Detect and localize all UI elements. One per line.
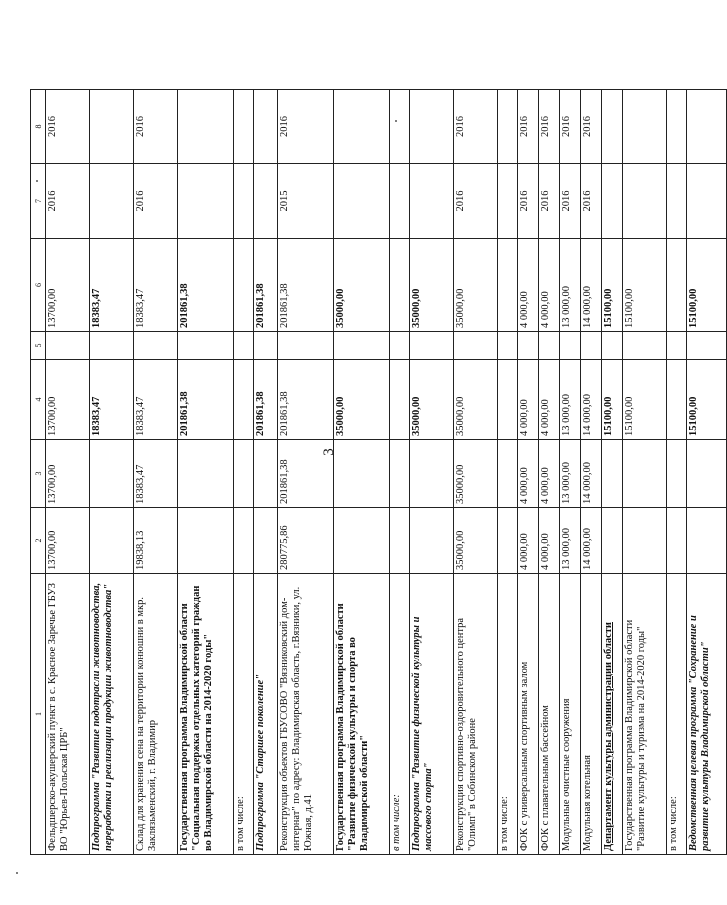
cell-c4: 13700,00 bbox=[46, 360, 90, 440]
cell-c4 bbox=[234, 360, 254, 440]
cell-c6: 201861,38 bbox=[278, 239, 334, 332]
table-row bbox=[581, 90, 602, 855]
row-name-cell: Ведомственная целевая программа "Сохранение и развитие культуры Владимирской области" bbox=[687, 574, 727, 855]
cell-c7: 2016 bbox=[134, 164, 178, 239]
cell-c8 bbox=[90, 90, 134, 164]
table-row bbox=[623, 90, 667, 855]
row-name-cell: в том числе: bbox=[667, 574, 687, 855]
cell-c7 bbox=[254, 164, 278, 239]
cell-c2: 35000,00 bbox=[454, 508, 498, 574]
cell-c6: 18383,47 bbox=[90, 239, 134, 332]
cell-c5 bbox=[278, 332, 334, 360]
cell-c5 bbox=[518, 332, 539, 360]
cell-c2 bbox=[234, 508, 254, 574]
cell-c3 bbox=[687, 440, 727, 508]
cell-c5 bbox=[390, 332, 410, 360]
cell-c5 bbox=[454, 332, 498, 360]
cell-c4: 15100,00 bbox=[687, 360, 727, 440]
scan-speck bbox=[16, 872, 18, 874]
table-row bbox=[254, 90, 278, 855]
table-row bbox=[178, 90, 234, 855]
cell-c3: 4 000,00 bbox=[518, 440, 539, 508]
row-name-cell: Реконструкция объектов ГБУСОВО "Вязниковский дом-интернат" по адресу: Владимирская область, г.Вязники, ул. Южная, д.41 bbox=[278, 574, 334, 855]
cell-c8: 2016 bbox=[134, 90, 178, 164]
row-name-cell: Подпрограмма "Развитие физической культуры и массового спорта" bbox=[410, 574, 454, 855]
header-col-4: 4 bbox=[31, 360, 46, 440]
cell-c8: 2016 bbox=[454, 90, 498, 164]
cell-c5 bbox=[539, 332, 560, 360]
row-name-cell: Государственная программа Владимирской области "Развитие культуры и туризма на 2014-2020 годы" bbox=[623, 574, 667, 855]
cell-c8 bbox=[410, 90, 454, 164]
header-col-7: 7 bbox=[31, 164, 46, 239]
cell-c3 bbox=[334, 440, 390, 508]
row-name-cell: в том числе: bbox=[234, 574, 254, 855]
cell-c5 bbox=[90, 332, 134, 360]
row-name-cell: Подпрограмма "Старшее поколение" bbox=[254, 574, 278, 855]
table-row bbox=[278, 90, 334, 855]
cell-c3: 18383,47 bbox=[134, 440, 178, 508]
cell-c3: 4 000,00 bbox=[539, 440, 560, 508]
cell-c7: 2016 bbox=[560, 164, 581, 239]
cell-c4: 201861,38 bbox=[278, 360, 334, 440]
header-col-1: 1 bbox=[31, 574, 46, 855]
cell-c8 bbox=[623, 90, 667, 164]
row-name-cell: Государственная программа Владимирской области "Социальная поддержка отдельных категорий граждан во Владимирской области на 2014-2020 годы" bbox=[178, 574, 234, 855]
table-row bbox=[560, 90, 581, 855]
cell-c7: 2015 bbox=[278, 164, 334, 239]
cell-c4: 4 000,00 bbox=[539, 360, 560, 440]
cell-c8: 2016 bbox=[560, 90, 581, 164]
page-number: 3 bbox=[321, 448, 337, 456]
cell-c4: 13 000,00 bbox=[560, 360, 581, 440]
cell-c8 bbox=[254, 90, 278, 164]
cell-c2 bbox=[602, 508, 623, 574]
cell-c8 bbox=[667, 90, 687, 164]
cell-c8 bbox=[390, 90, 410, 164]
header-col-2: 2 bbox=[31, 508, 46, 574]
cell-c2 bbox=[178, 508, 234, 574]
cell-c7 bbox=[667, 164, 687, 239]
header-col-5: 5 bbox=[31, 332, 46, 360]
cell-c2 bbox=[687, 508, 727, 574]
cell-c6: 13700,00 bbox=[46, 239, 90, 332]
cell-c8: 2016 bbox=[278, 90, 334, 164]
cell-c7 bbox=[410, 164, 454, 239]
cell-c5 bbox=[334, 332, 390, 360]
table-row bbox=[46, 90, 90, 855]
cell-c6: 15100,00 bbox=[602, 239, 623, 332]
table-row bbox=[454, 90, 498, 855]
cell-c6: 13 000,00 bbox=[560, 239, 581, 332]
cell-c4: 201861,38 bbox=[178, 360, 234, 440]
cell-c7: 2016 bbox=[454, 164, 498, 239]
row-name-cell: ФОК с универсальным спортивным залом bbox=[518, 574, 539, 855]
cell-c3 bbox=[623, 440, 667, 508]
cell-c3 bbox=[602, 440, 623, 508]
cell-c3: 13 000,00 bbox=[560, 440, 581, 508]
cell-c8: 2016 bbox=[46, 90, 90, 164]
table-row bbox=[518, 90, 539, 855]
cell-c5 bbox=[602, 332, 623, 360]
cell-c5 bbox=[234, 332, 254, 360]
cell-c6: 18383,47 bbox=[134, 239, 178, 332]
row-name-cell: ФОК с плавательным бассейном bbox=[539, 574, 560, 855]
cell-c2 bbox=[623, 508, 667, 574]
cell-c6 bbox=[498, 239, 518, 332]
table-row bbox=[602, 90, 623, 855]
cell-c4: 35000,00 bbox=[454, 360, 498, 440]
cell-c6: 15100,00 bbox=[623, 239, 667, 332]
cell-c8 bbox=[602, 90, 623, 164]
cell-c6 bbox=[667, 239, 687, 332]
cell-c2: 4 000,00 bbox=[539, 508, 560, 574]
row-name-cell: в том числе: bbox=[498, 574, 518, 855]
cell-c3: 35000,00 bbox=[454, 440, 498, 508]
table-row bbox=[498, 90, 518, 855]
cell-c5 bbox=[498, 332, 518, 360]
cell-c8: 2016 bbox=[539, 90, 560, 164]
cell-c4 bbox=[667, 360, 687, 440]
cell-c2 bbox=[254, 508, 278, 574]
cell-c3: 13700,00 bbox=[46, 440, 90, 508]
cell-c7 bbox=[498, 164, 518, 239]
cell-c6: 35000,00 bbox=[454, 239, 498, 332]
cell-c4: 15100,00 bbox=[602, 360, 623, 440]
cell-c7: 2016 bbox=[518, 164, 539, 239]
cell-c2: 13 000,00 bbox=[560, 508, 581, 574]
table-row bbox=[334, 90, 390, 855]
cell-c8: 2016 bbox=[581, 90, 602, 164]
cell-c6: 4 000,00 bbox=[539, 239, 560, 332]
cell-c4: 4 000,00 bbox=[518, 360, 539, 440]
cell-c2 bbox=[498, 508, 518, 574]
cell-c4: 35000,00 bbox=[410, 360, 454, 440]
table-row bbox=[539, 90, 560, 855]
cell-c5 bbox=[178, 332, 234, 360]
cell-c7 bbox=[390, 164, 410, 239]
cell-c8 bbox=[687, 90, 727, 164]
row-name-cell: Реконструкция спортивно-оздоровительного центра "Олимп" в Собинском районе bbox=[454, 574, 498, 855]
cell-c6: 4 000,00 bbox=[518, 239, 539, 332]
row-name-cell: Департамент культуры администрации области bbox=[602, 574, 623, 855]
cell-c4: 201861,38 bbox=[254, 360, 278, 440]
table-row bbox=[687, 90, 727, 855]
cell-c3 bbox=[178, 440, 234, 508]
cell-c4: 14 000,00 bbox=[581, 360, 602, 440]
rotated-page-content bbox=[30, 90, 711, 855]
cell-c6 bbox=[234, 239, 254, 332]
cell-c5 bbox=[46, 332, 90, 360]
table-row bbox=[410, 90, 454, 855]
row-name-cell: в том числе: bbox=[390, 574, 410, 855]
cell-c6: 201861,38 bbox=[254, 239, 278, 332]
row-name-cell: Модульные очистные сооружения bbox=[560, 574, 581, 855]
row-name-cell: Фельдшерско-акушерский пункт в с. Красное Заречье ГБУЗ ВО "Юрьев-Польская ЦРБ" bbox=[46, 574, 90, 855]
cell-c6 bbox=[390, 239, 410, 332]
table-row bbox=[90, 90, 134, 855]
cell-c8 bbox=[234, 90, 254, 164]
cell-c2 bbox=[390, 508, 410, 574]
cell-c3 bbox=[234, 440, 254, 508]
cell-c5 bbox=[410, 332, 454, 360]
header-col-3: 3 bbox=[31, 440, 46, 508]
cell-c5 bbox=[581, 332, 602, 360]
cell-c2 bbox=[667, 508, 687, 574]
cell-c7 bbox=[90, 164, 134, 239]
cell-c6: 35000,00 bbox=[334, 239, 390, 332]
table-row bbox=[390, 90, 410, 855]
cell-c7 bbox=[234, 164, 254, 239]
cell-c8: 2016 bbox=[518, 90, 539, 164]
cell-c7 bbox=[334, 164, 390, 239]
cell-c5 bbox=[623, 332, 667, 360]
cell-c2: 13700,00 bbox=[46, 508, 90, 574]
cell-c7 bbox=[178, 164, 234, 239]
cell-c7 bbox=[623, 164, 667, 239]
table-body bbox=[46, 90, 727, 855]
cell-c4 bbox=[498, 360, 518, 440]
cell-c7: 2016 bbox=[581, 164, 602, 239]
cell-c6: 35000,00 bbox=[410, 239, 454, 332]
cell-c6: 201861,38 bbox=[178, 239, 234, 332]
cell-c8 bbox=[178, 90, 234, 164]
cell-c4: 18383,47 bbox=[134, 360, 178, 440]
cell-c7: 2016 bbox=[539, 164, 560, 239]
cell-c6: 14 000,00 bbox=[581, 239, 602, 332]
cell-c2: 4 000,00 bbox=[518, 508, 539, 574]
row-name-cell: Склад для хранения сена на территории конюшни в мкр. Заклязьменский, г. Владимир bbox=[134, 574, 178, 855]
header-col-6: 6 bbox=[31, 239, 46, 332]
cell-c2: 14 000,00 bbox=[581, 508, 602, 574]
cell-c5 bbox=[254, 332, 278, 360]
cell-c2 bbox=[90, 508, 134, 574]
row-name-cell: Государственная программа Владимирской области "Развитие физической культуры и спорта во Владимирской области" bbox=[334, 574, 390, 855]
table-row bbox=[134, 90, 178, 855]
row-name-cell: Модульная котельная bbox=[581, 574, 602, 855]
cell-c2: 280775,86 bbox=[278, 508, 334, 574]
cell-c3 bbox=[667, 440, 687, 508]
table-row bbox=[234, 90, 254, 855]
cell-c3 bbox=[390, 440, 410, 508]
cell-c5 bbox=[134, 332, 178, 360]
cell-c3 bbox=[254, 440, 278, 508]
cell-c3 bbox=[498, 440, 518, 508]
cell-c5 bbox=[667, 332, 687, 360]
cell-c5 bbox=[560, 332, 581, 360]
cell-c7 bbox=[602, 164, 623, 239]
cell-c4: 35000,00 bbox=[334, 360, 390, 440]
header-col-8: 8 bbox=[31, 90, 46, 164]
table-row bbox=[667, 90, 687, 855]
cell-c7: 2016 bbox=[46, 164, 90, 239]
cell-c2 bbox=[410, 508, 454, 574]
table-header-row bbox=[31, 90, 46, 855]
cell-c4 bbox=[390, 360, 410, 440]
cell-c3: 14 000,00 bbox=[581, 440, 602, 508]
cell-c3 bbox=[410, 440, 454, 508]
cell-c3 bbox=[90, 440, 134, 508]
cell-c2 bbox=[334, 508, 390, 574]
cell-c4: 15100,00 bbox=[623, 360, 667, 440]
cell-c7 bbox=[687, 164, 727, 239]
budget-table bbox=[30, 89, 727, 855]
cell-c4: 18383,47 bbox=[90, 360, 134, 440]
cell-c8 bbox=[498, 90, 518, 164]
cell-c5 bbox=[687, 332, 727, 360]
cell-c2: 19838,13 bbox=[134, 508, 178, 574]
cell-c3: 201861,38 bbox=[278, 440, 334, 508]
row-name-cell: Подпрограмма "Развитие подотрасли животноводства, переработки и реализации продукции животноводства" bbox=[90, 574, 134, 855]
cell-c8 bbox=[334, 90, 390, 164]
cell-c6: 15100,00 bbox=[687, 239, 727, 332]
